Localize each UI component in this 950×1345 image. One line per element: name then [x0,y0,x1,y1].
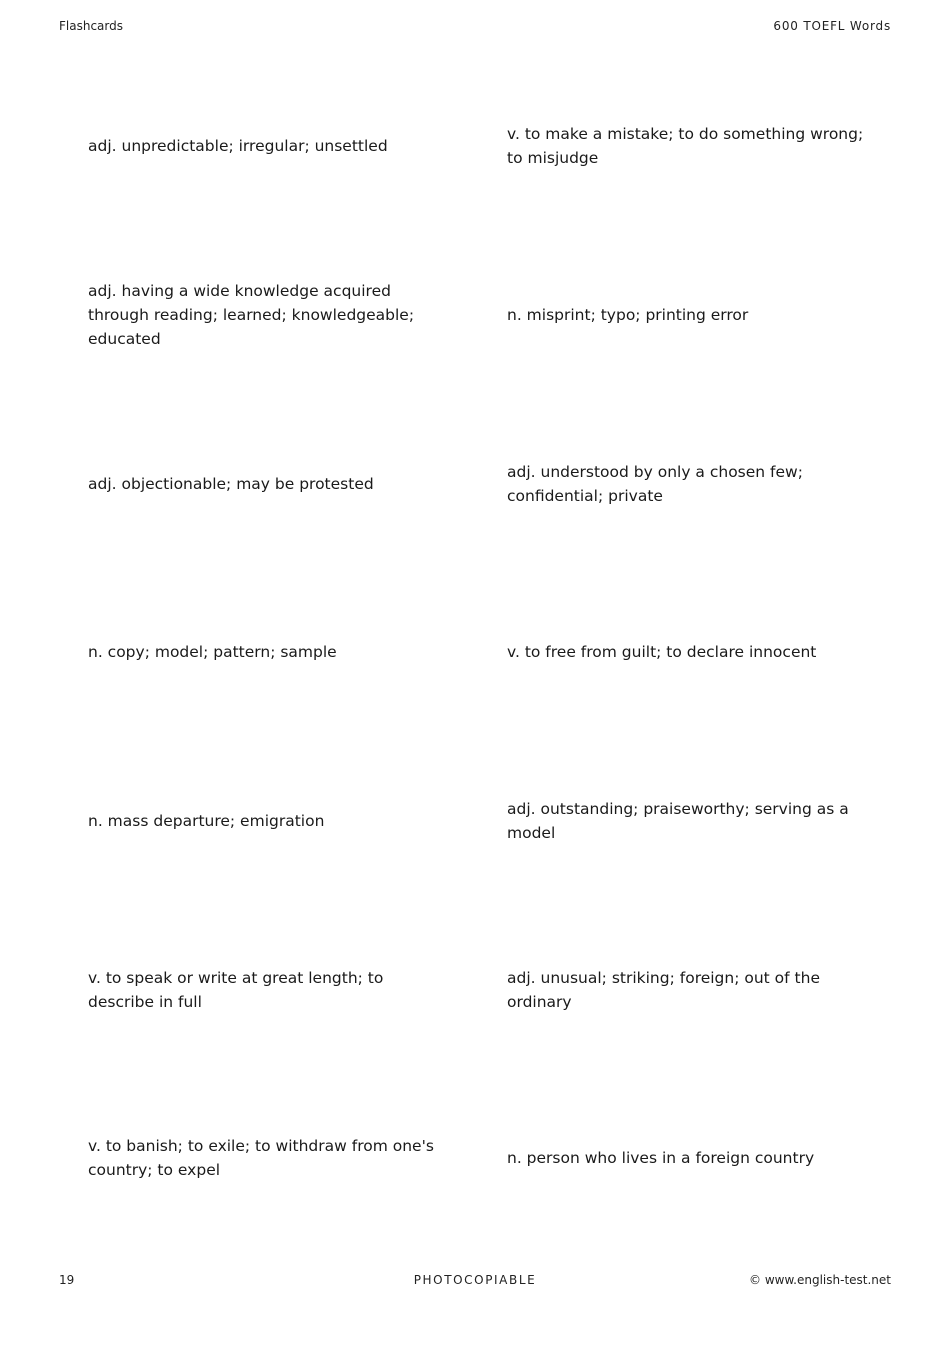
flashcard-definition: adj. unusual; striking; foreign; out of the ordinary [507,968,820,1011]
flashcard-definition: n. mass departure; emigration [88,812,325,831]
flashcard-definition: v. to make a mistake; to do something wrong; to misjudge [507,125,864,168]
flashcard-definition: adj. outstanding; praiseworthy; serving as a model [507,800,849,843]
flashcard-grid [88,62,878,1243]
photocopiable-label: PHOTOCOPIABLE [413,1273,537,1287]
page-number: 19 [59,1273,75,1287]
flashcard-definition: n. copy; model; pattern; sample [88,643,337,662]
header-title: Flashcards [59,19,123,33]
header-book-title: 600 TOEFL Words [773,19,891,33]
flashcard-definition: n. misprint; typo; printing error [507,306,749,325]
flashcard-definition: adj. unpredictable; irregular; unsettled [88,137,388,156]
flashcard-definition: v. to speak or write at great length; to describe in full [88,968,384,1011]
flashcard-definition: v. to banish; to exile; to withdraw from one's country; to expel [88,1137,434,1180]
flashcard-definition: v. to free from guilt; to declare innocent [507,643,817,662]
flashcard-definition: adj. having a wide knowledge acquired through reading; learned; knowledgeable; educated [88,282,415,349]
flashcard-definition: adj. objectionable; may be protested [88,474,374,493]
flashcard-definition: adj. understood by only a chosen few; confidential; private [507,462,803,505]
copyright-notice: © www.english-test.net [749,1273,891,1287]
flashcard-definition: n. person who lives in a foreign country [507,1149,815,1168]
